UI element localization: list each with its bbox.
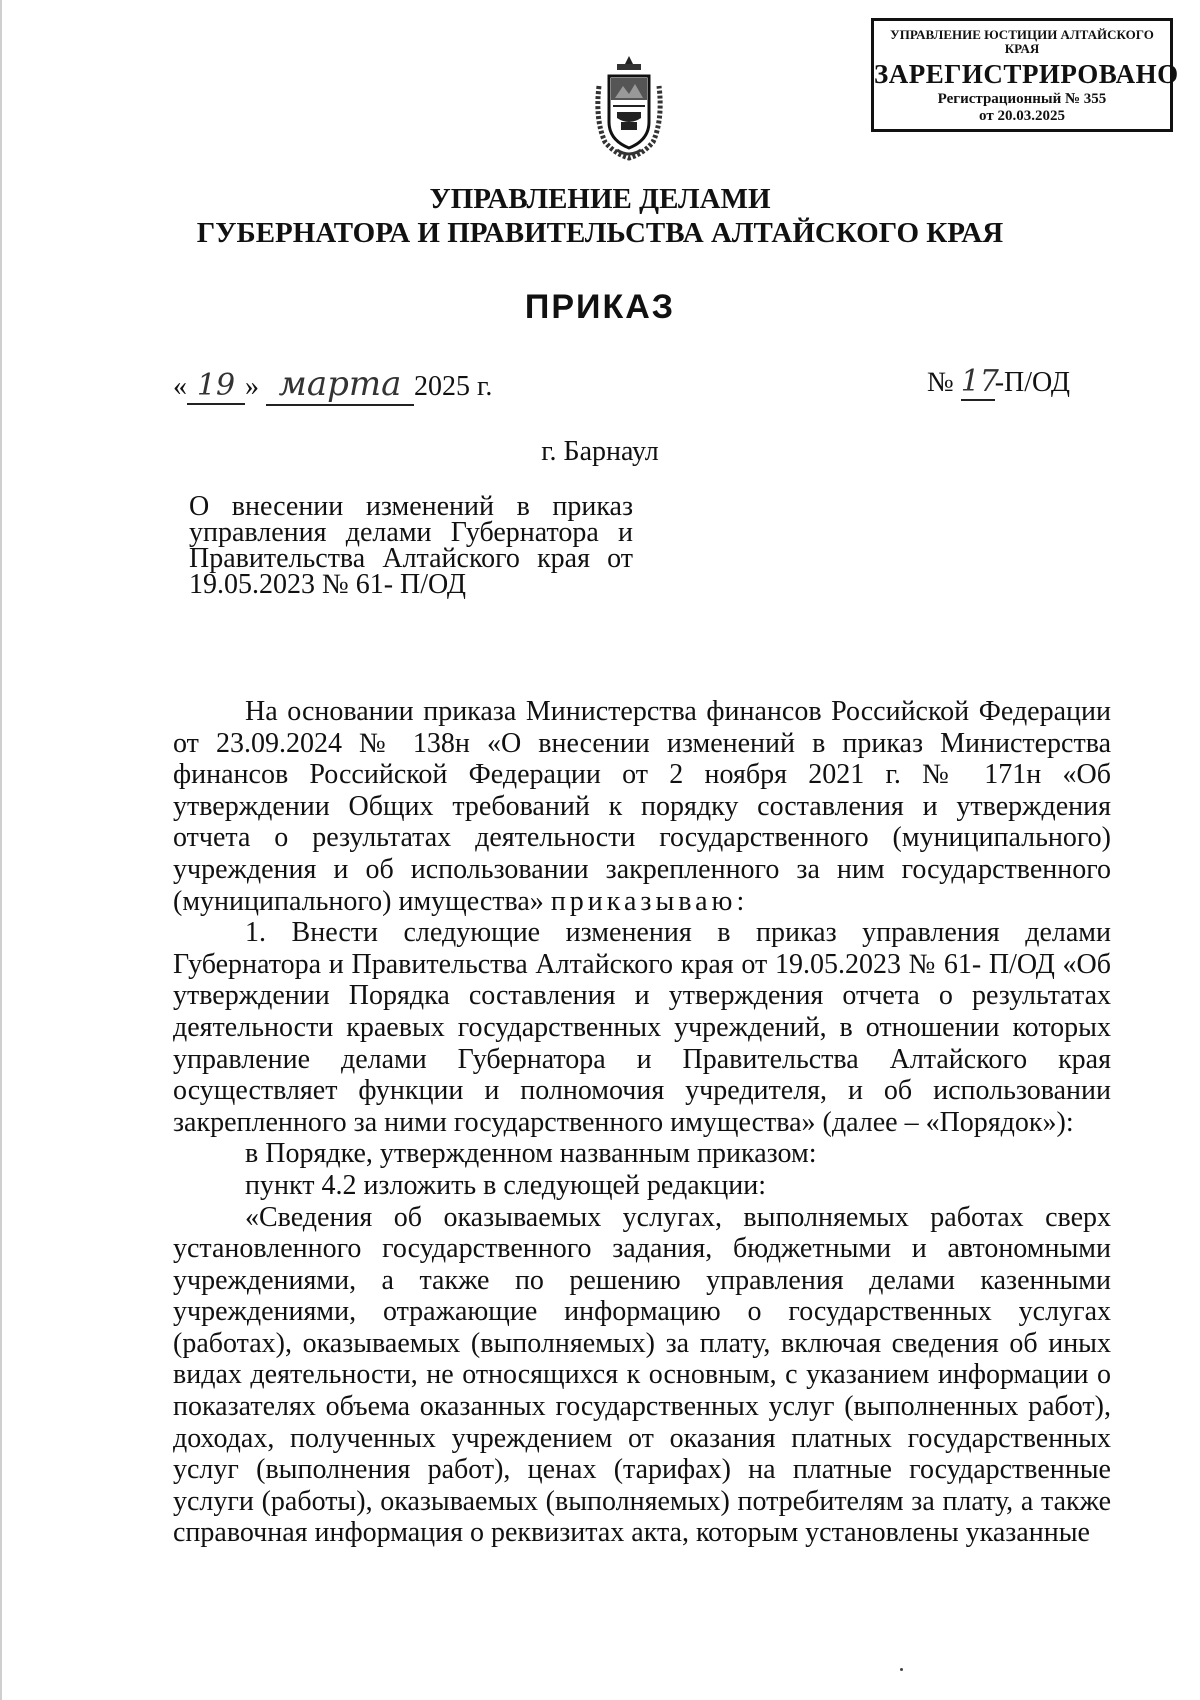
document-body [173,696,1111,1549]
paragraph-item-1: 1. Внести следующие изменения в приказ управления делами Губернатора и Правительства Алтайского края от 19.05.2023 № 61- П/ОД «Об утверждении Порядка составления и утверждения отчета о результатах деятельности краевых государственных учреждений, в отношении которых управление делами Губернатора и Правительства Алтайского края осуществляет функции и полномочия учредителя, и об использовании закрепленного за ними государственного имущества» (далее – «Порядок»): [173,917,1111,1138]
org-line-2: ГУБЕРНАТОРА И ПРАВИТЕЛЬСТВА АЛТАЙСКОГО КРАЯ [196,217,1004,249]
paragraph-basis-text: На основании приказа Министерства финансов Российской Федерации от 23.09.2024 № 138н «О внесении изменений в приказ Министерства финансов Российской Федерации от 2 ноября 2021 г. № 171н «Об утверждении Общих требований к порядку составления и утверждения отчета о результатах деятельности государственного (муниципального) учреждения и об использовании закрепленного за ним государственного (муниципального) имущества» [173,696,1111,917]
subject-block: О внесении изменений в приказ управления делами Губернатора и Правительства Алтайского края от 19.05.2023 № 61- П/ОД [189,491,633,600]
document-number [927,364,1070,401]
city: г. Барнаул [541,436,659,467]
registration-stamp [871,18,1179,132]
paragraph-in-order: в Порядке, утвержденном названным приказом: [245,1138,817,1170]
stamp-status: ЗАРЕГИСТРИРОВАНО [874,59,1179,89]
scan-speck [900,1668,903,1671]
organization-name [0,182,1200,250]
stamp-reg-date: от 20.03.2025 [979,108,1065,124]
number-value: 17 [960,364,999,399]
paragraph-point: пункт 4.2 изложить в следующей редакции: [245,1169,766,1201]
coat-of-arms-emblem [587,50,671,164]
number-suffix: -П/ОД [994,367,1070,398]
stamp-org: УПРАВЛЕНИЕ ЮСТИЦИИ АЛТАЙСКОГО КРАЯ [890,27,1154,56]
org-line-1: УПРАВЛЕНИЕ ДЕЛАМИ [429,183,771,215]
quote-close: » [245,371,259,402]
document-title: ПРИКАЗ [524,288,676,326]
date-day: 19 [187,368,245,405]
paragraph-basis [173,696,1111,917]
order-keyword: приказываю: [550,885,749,917]
paragraph-new-text: «Сведения об оказываемых услугах, выполняемых работах сверх установленного государственного задания, бюджетными и автономными учреждениями, а также по решению управления делами казенными учреждениями, отражающие информацию о государственных услугах (работах), оказываемых (выполняемых) за плату, включая сведения об иных видах деятельности, не относящихся к основным, с указанием информации о показателях объема оказанных государственных услуг (выполненных работ), доходах, полученных учреждением от оказания платных государственных услуг (выполнения работ), ценах (тарифах) на платные государственные услуги (работы), оказываемых (выполняемых) потребителям за плату, а также справочная информация о реквизитах акта, которым установлены указанные [173,1201,1111,1549]
number-prefix: № [927,367,954,398]
date-month: марта [266,364,414,406]
document-date [173,364,492,406]
date-year: 2025 г. [414,371,493,402]
stamp-reg-number: Регистрационный № 355 [937,91,1107,107]
quote-open: « [173,371,187,402]
